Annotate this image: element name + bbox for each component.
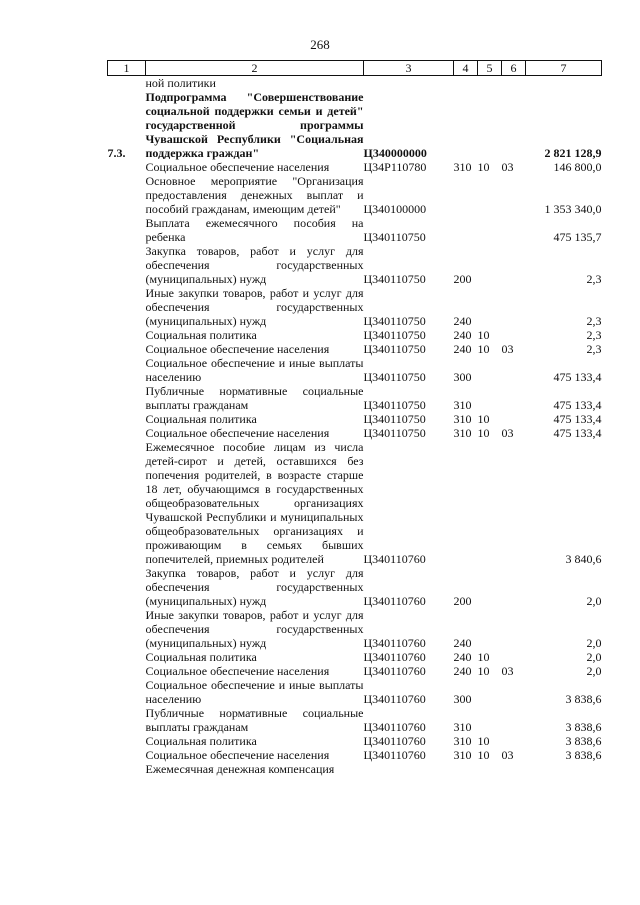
row-name: Социальное обеспечение населения xyxy=(145,160,330,174)
row-code: Ц340110750 xyxy=(363,230,426,244)
header-cell-1: 1 xyxy=(108,61,146,76)
row-number xyxy=(108,566,146,608)
row-amount xyxy=(526,762,602,776)
row-code: Ц340110760 xyxy=(363,594,426,608)
row-subsection: 03 xyxy=(501,748,514,762)
table-body xyxy=(108,76,602,777)
row-amount xyxy=(526,76,602,91)
row-section xyxy=(478,566,502,608)
table-row xyxy=(108,650,602,664)
header-cell-3: 3 xyxy=(364,61,454,76)
row-amount: 475 133,4 xyxy=(553,412,602,426)
row-name: Публичные нормативные социальные выплаты гражданам xyxy=(145,706,364,734)
table-row xyxy=(108,328,602,342)
table-row xyxy=(108,608,602,650)
table-row xyxy=(108,244,602,286)
row-subsection: 03 xyxy=(501,426,514,440)
row-subsection: 03 xyxy=(501,160,514,174)
row-amount: 2,3 xyxy=(586,328,602,342)
row-section xyxy=(478,678,502,706)
row-number xyxy=(108,678,146,706)
row-name: Социальная политика xyxy=(145,328,257,342)
row-expense-type: 310 xyxy=(453,734,472,748)
row-number xyxy=(108,664,146,678)
row-expense-type xyxy=(454,76,478,91)
row-amount: 2,3 xyxy=(586,314,602,328)
header-cell-5: 5 xyxy=(478,61,502,76)
row-expense-type xyxy=(454,174,478,216)
row-code: Ц340110750 xyxy=(363,426,426,440)
row-number xyxy=(108,762,146,776)
row-subsection xyxy=(502,678,526,706)
row-number xyxy=(108,356,146,384)
row-number: 7.3. xyxy=(107,146,126,160)
row-section: 10 xyxy=(477,734,490,748)
table-row xyxy=(108,412,602,426)
row-number xyxy=(108,174,146,216)
row-number xyxy=(108,412,146,426)
row-section xyxy=(478,244,502,286)
row-amount: 3 838,6 xyxy=(565,692,602,706)
row-subsection: 03 xyxy=(501,664,514,678)
row-amount: 2,0 xyxy=(586,594,602,608)
row-expense-type: 200 xyxy=(453,272,472,286)
row-code: Ц34P110780 xyxy=(363,160,427,174)
row-number xyxy=(108,748,146,762)
row-code: Ц340110750 xyxy=(363,398,426,412)
row-subsection xyxy=(502,706,526,734)
row-amount: 2 821 128,9 xyxy=(544,146,602,160)
row-code: Ц340100000 xyxy=(363,202,427,216)
row-subsection xyxy=(502,216,526,244)
row-expense-type xyxy=(454,440,478,566)
row-number xyxy=(108,608,146,650)
row-expense-type: 240 xyxy=(453,664,472,678)
row-code: Ц340110760 xyxy=(363,552,426,566)
row-expense-type: 200 xyxy=(453,594,472,608)
row-name: Ежемесячное пособие лицам из числа детей-сирот и детей, оставшихся без попечения родителей, в возрасте старше 18 лет, обучающимся в государственных общеобразовательных организациях Чувашской Республики и муниципальных общеобразовательных организациях и проживающим в семьях бывших попечителей, приемных родителей xyxy=(145,440,364,566)
row-section xyxy=(478,608,502,650)
table-row xyxy=(108,664,602,678)
row-code: Ц340110750 xyxy=(363,272,426,286)
row-subsection xyxy=(502,90,526,160)
table-row xyxy=(108,160,602,174)
row-section: 10 xyxy=(477,650,490,664)
table-row xyxy=(108,440,602,566)
header-cell-7: 7 xyxy=(526,61,602,76)
table-header-row xyxy=(108,61,602,76)
row-subsection xyxy=(502,608,526,650)
table-row xyxy=(108,678,602,706)
row-code: Ц340110760 xyxy=(363,748,426,762)
row-section xyxy=(478,706,502,734)
table-row xyxy=(108,384,602,412)
row-name: Социальная политика xyxy=(145,650,257,664)
row-expense-type xyxy=(454,216,478,244)
table-row xyxy=(108,286,602,328)
page-number: 268 xyxy=(310,37,330,52)
row-expense-type xyxy=(454,90,478,160)
row-section xyxy=(478,76,502,91)
header-cell-4: 4 xyxy=(454,61,478,76)
row-name: Социальное обеспечение населения xyxy=(145,342,330,356)
row-amount: 2,3 xyxy=(586,272,602,286)
row-section: 10 xyxy=(477,328,490,342)
row-section xyxy=(478,286,502,328)
table-row xyxy=(108,566,602,608)
row-amount: 3 838,6 xyxy=(565,734,602,748)
row-code: Ц340110750 xyxy=(363,328,426,342)
row-expense-type xyxy=(454,762,478,776)
row-expense-type: 310 xyxy=(453,412,472,426)
row-subsection: 03 xyxy=(501,342,514,356)
row-name: Социальное обеспечение населения xyxy=(145,664,330,678)
row-amount: 2,0 xyxy=(586,650,602,664)
row-number xyxy=(108,328,146,342)
row-amount: 2,3 xyxy=(586,342,602,356)
row-name: Социальное обеспечение населения xyxy=(145,426,330,440)
row-expense-type: 310 xyxy=(453,398,472,412)
row-amount: 1 353 340,0 xyxy=(544,202,602,216)
row-expense-type: 240 xyxy=(453,650,472,664)
row-code: Ц340110750 xyxy=(363,370,426,384)
row-subsection xyxy=(502,384,526,412)
row-subsection xyxy=(502,762,526,776)
row-code: Ц340110760 xyxy=(363,734,426,748)
table-row xyxy=(108,706,602,734)
row-subsection xyxy=(502,440,526,566)
row-section xyxy=(478,174,502,216)
row-name: Публичные нормативные социальные выплаты гражданам xyxy=(145,384,364,412)
row-section: 10 xyxy=(477,664,490,678)
row-amount: 475 133,4 xyxy=(553,426,602,440)
row-number xyxy=(108,216,146,244)
row-amount: 3 838,6 xyxy=(565,748,602,762)
row-name: Социальная политика xyxy=(145,412,257,426)
row-subsection xyxy=(502,356,526,384)
row-amount: 475 133,4 xyxy=(553,398,602,412)
table-row xyxy=(108,76,602,91)
table-row xyxy=(108,734,602,748)
row-section: 10 xyxy=(477,412,490,426)
row-name: Основное мероприятие "Организация предоставления денежных выплат и пособий гражданам, имеющим детей" xyxy=(145,174,364,216)
row-code: Ц340000000 xyxy=(363,146,427,160)
row-amount: 475 135,7 xyxy=(553,230,602,244)
row-name: Социальное обеспечение и иные выплаты населению xyxy=(145,678,364,706)
row-section xyxy=(478,356,502,384)
row-number xyxy=(108,342,146,356)
row-subsection xyxy=(502,328,526,342)
row-name: Подпрограмма "Совершенствование социальной поддержки семьи и детей" государственной программы Чувашской Республики "Социальная поддержка граждан" xyxy=(145,90,364,160)
row-section: 10 xyxy=(477,426,490,440)
table-row xyxy=(108,90,602,160)
table-row xyxy=(108,216,602,244)
row-name: Социальное обеспечение и иные выплаты населению xyxy=(145,356,364,384)
row-name: Иные закупки товаров, работ и услуг для обеспечения государственных (муниципальных) нужд xyxy=(145,608,364,650)
row-name: Социальная политика xyxy=(145,734,257,748)
row-expense-type: 240 xyxy=(453,342,472,356)
row-name: ной политики xyxy=(145,76,216,90)
row-amount: 146 800,0 xyxy=(553,160,602,174)
row-subsection xyxy=(502,76,526,91)
row-section xyxy=(478,90,502,160)
table-row xyxy=(108,174,602,216)
row-section xyxy=(478,440,502,566)
row-subsection xyxy=(502,566,526,608)
row-subsection xyxy=(502,286,526,328)
row-code xyxy=(364,76,454,91)
row-expense-type: 310 xyxy=(453,160,472,174)
row-amount: 475 133,4 xyxy=(553,370,602,384)
row-number xyxy=(108,426,146,440)
row-expense-type: 240 xyxy=(453,314,472,328)
row-number xyxy=(108,734,146,748)
row-section: 10 xyxy=(477,342,490,356)
table-row xyxy=(108,426,602,440)
row-name: Выплата ежемесячного пособия на ребенка xyxy=(145,216,364,244)
row-code: Ц340110750 xyxy=(363,412,426,426)
row-number xyxy=(108,244,146,286)
row-expense-type: 310 xyxy=(453,426,472,440)
row-code: Ц340110760 xyxy=(363,720,426,734)
row-amount: 2,0 xyxy=(586,664,602,678)
row-expense-type: 310 xyxy=(453,748,472,762)
row-subsection xyxy=(502,174,526,216)
row-name: Ежемесячная денежная компенсация xyxy=(145,762,335,776)
row-code: Ц340110750 xyxy=(363,314,426,328)
row-code: Ц340110760 xyxy=(363,692,426,706)
row-number xyxy=(108,384,146,412)
row-number xyxy=(108,706,146,734)
row-expense-type: 300 xyxy=(453,692,472,706)
row-name: Закупка товаров, работ и услуг для обеспечения государственных (муниципальных) нужд xyxy=(145,566,364,608)
row-number xyxy=(108,76,146,91)
budget-table xyxy=(107,60,602,776)
row-name: Иные закупки товаров, работ и услуг для обеспечения государственных (муниципальных) нужд xyxy=(145,286,364,328)
row-expense-type: 300 xyxy=(453,370,472,384)
row-expense-type: 240 xyxy=(453,636,472,650)
table-row xyxy=(108,748,602,762)
row-number xyxy=(108,160,146,174)
row-code: Ц340110760 xyxy=(363,664,426,678)
row-amount: 3 838,6 xyxy=(565,720,602,734)
row-subsection xyxy=(502,650,526,664)
row-number xyxy=(108,440,146,566)
row-section: 10 xyxy=(477,748,490,762)
header-cell-6: 6 xyxy=(502,61,526,76)
row-section xyxy=(478,216,502,244)
table-row xyxy=(108,762,602,776)
row-number xyxy=(108,650,146,664)
row-name: Закупка товаров, работ и услуг для обеспечения государственных (муниципальных) нужд xyxy=(145,244,364,286)
row-code xyxy=(364,762,454,776)
row-amount: 3 840,6 xyxy=(565,552,602,566)
header-cell-2: 2 xyxy=(146,61,364,76)
table-row xyxy=(108,356,602,384)
row-number xyxy=(108,286,146,328)
row-subsection xyxy=(502,734,526,748)
row-section xyxy=(478,762,502,776)
row-section: 10 xyxy=(477,160,490,174)
row-amount: 2,0 xyxy=(586,636,602,650)
row-subsection xyxy=(502,244,526,286)
row-code: Ц340110750 xyxy=(363,342,426,356)
table-row xyxy=(108,342,602,356)
row-code: Ц340110760 xyxy=(363,636,426,650)
row-code: Ц340110760 xyxy=(363,650,426,664)
row-expense-type: 310 xyxy=(453,720,472,734)
row-name: Социальное обеспечение населения xyxy=(145,748,330,762)
row-section xyxy=(478,384,502,412)
row-expense-type: 240 xyxy=(453,328,472,342)
row-subsection xyxy=(502,412,526,426)
